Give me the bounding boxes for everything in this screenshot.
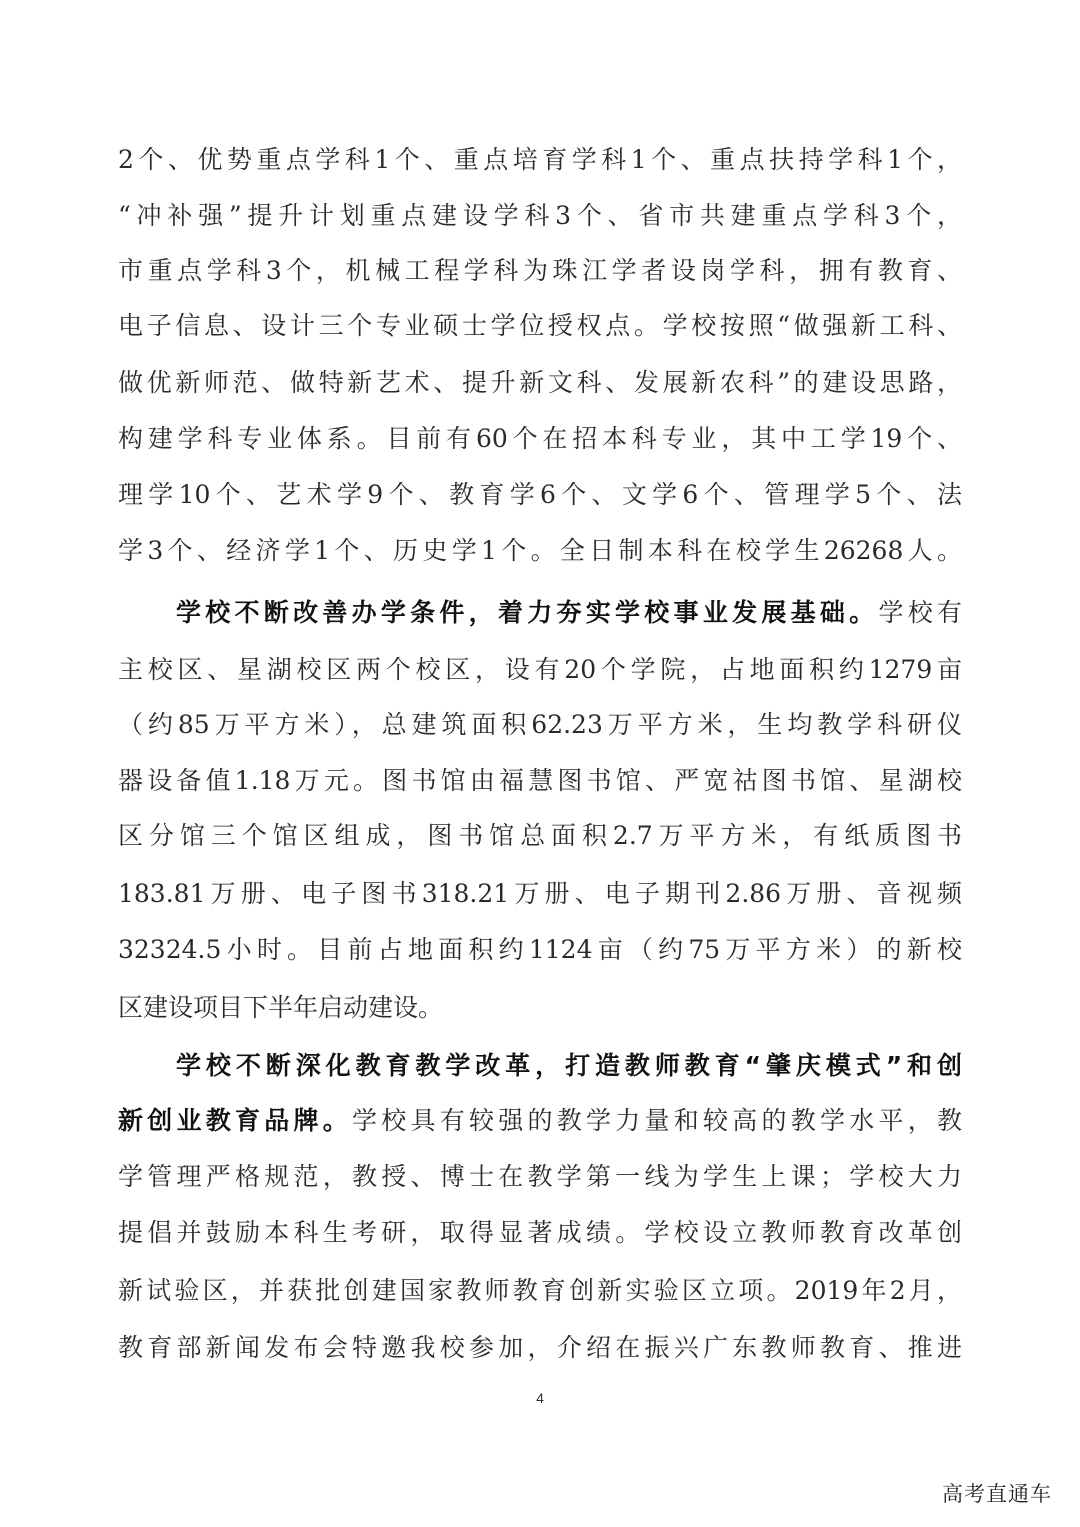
body-text-line: 提倡并鼓励本科生考研，取得显著成绩。学校设立教师教育改革创 [118,1218,962,1247]
bold-lead-sentence: 学校不断改善办学条件，着力夯实学校事业发展基础。 [176,598,879,627]
body-text-line: 器设备值1.18万元。图书馆由福慧图书馆、严宽祜图书馆、星湖校 [118,766,962,795]
bold-lead-sentence: 学校不断深化教育教学改革，打造教师教育“肇庆模式”和创 [176,1051,962,1080]
body-text-line: 理学10个、艺术学9个、教育学6个、文学6个、管理学5个、法 [118,480,962,509]
body-text-line: 区建设项目下半年启动建设。 [118,993,444,1022]
body-text-line: （约85万平方米），总建筑面积62.23万平方米，生均教学科研仪 [118,710,962,739]
body-text-fragment: 学校有 [878,598,962,627]
body-text-line: 183.81万册、电子图书318.21万册、电子期刊2.86万册、音视频 [118,879,962,908]
body-text-line: 教育部新闻发布会特邀我校参加，介绍在振兴广东教师教育、推进 [118,1333,962,1362]
body-text-line: 32324.5小时。目前占地面积约1124亩（约75万平方米）的新校 [118,935,962,964]
body-text-line: 构建学科专业体系。目前有60个在招本科专业，其中工学19个、 [118,424,962,453]
paragraph-first-line [176,593,962,633]
body-text-fragment: 学校具有较强的教学力量和较高的教学水平，教 [352,1106,962,1135]
paragraph-second-line [118,1101,962,1141]
page-number: 4 [536,1390,544,1406]
body-text-line: 学管理严格规范，教授、博士在教学第一线为学生上课；学校大力 [118,1162,962,1191]
body-text-line: 主校区、星湖校区两个校区，设有20个学院，占地面积约1279亩 [118,655,962,684]
watermark-text: 高考直通车 [942,1482,1052,1506]
body-text-line: 2个、优势重点学科1个、重点培育学科1个、重点扶持学科1个， [118,145,962,174]
body-text-line: 学3个、经济学1个、历史学1个。全日制本科在校学生26268人。 [118,536,962,565]
body-text-line: 做优新师范、做特新艺术、提升新文科、发展新农科”的建设思路， [118,368,962,397]
body-text-line: 区分馆三个馆区组成，图书馆总面积2.7万平方米，有纸质图书 [118,821,962,850]
bold-lead-sentence-end: 新创业教育品牌。 [118,1106,352,1135]
body-text-line: “冲补强”提升计划重点建设学科3个、省市共建重点学科3个， [118,201,962,230]
body-text-line: 电子信息、设计三个专业硕士学位授权点。学校按照“做强新工科、 [118,311,962,340]
body-text-line: 市重点学科3个，机械工程学科为珠江学者设岗学科，拥有教育、 [118,256,962,285]
body-text-line: 新试验区，并获批创建国家教师教育创新实验区立项。2019年2月， [118,1276,962,1305]
